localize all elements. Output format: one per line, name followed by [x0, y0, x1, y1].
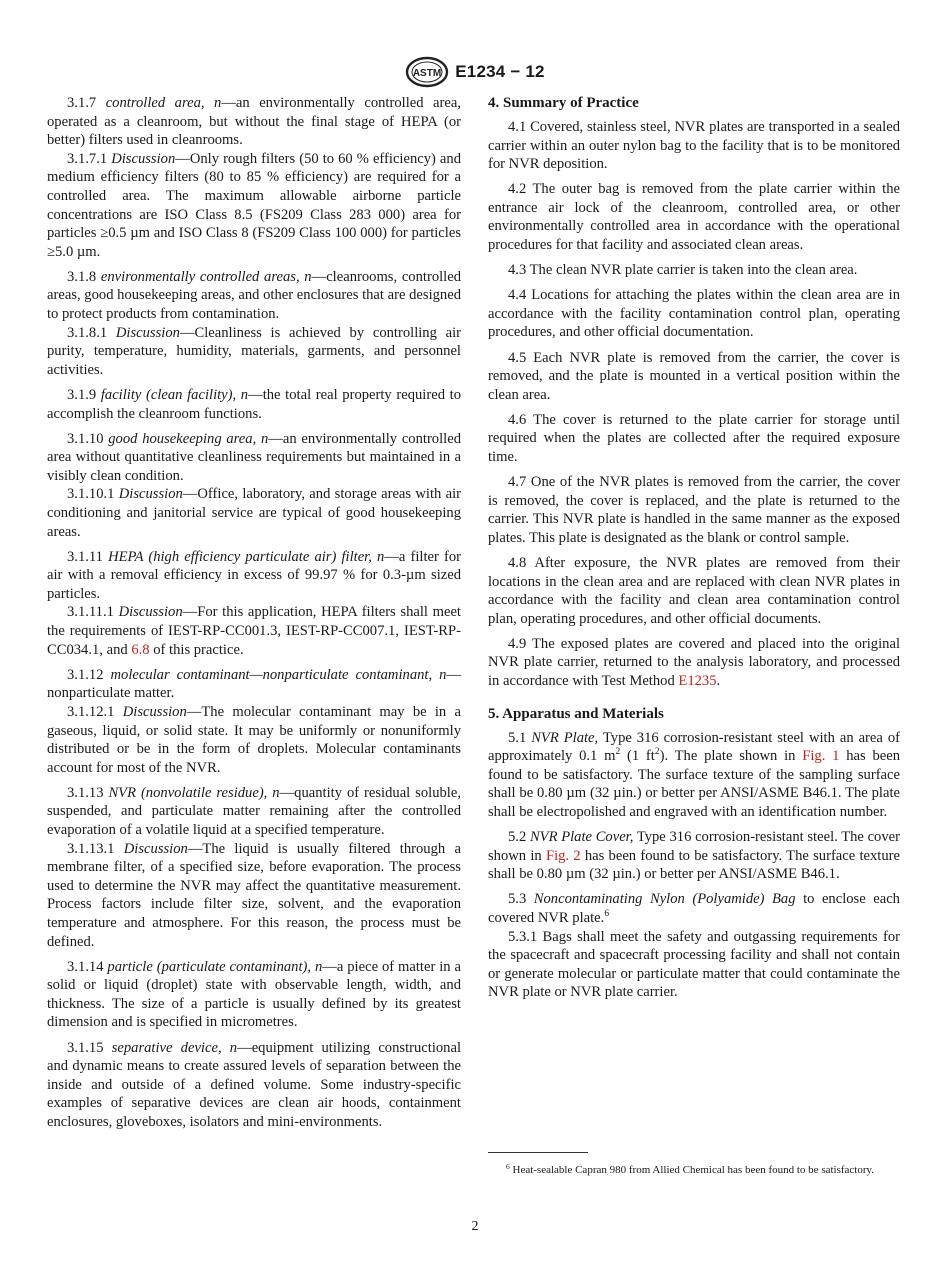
right-column: [488, 94, 900, 1002]
page-number: 2: [471, 1219, 479, 1234]
para-3-1-11-1: 3.1.11.1 Discussion—For this application, HEPA filters shall meet the requirements of IEST-RP-CC001.3, IEST-RP-CC007.1, IEST-RP-CC034.1, and 6.8 of this practice.: [47, 604, 461, 658]
footnote-ref-6[interactable]: 6: [604, 908, 610, 919]
para-3-1-7-1: 3.1.7.1 Discussion—Only rough filters (50 to 60 % efficiency) and medium efficiency filters (80 to 85 % efficiency) are required for a controlled area. The maximum allowable airborne particle concentrations are ISO Class 8.5 (FS209 Class 283 000) area for particles ≥0.5 µm and ISO Class 8 (FS209 Class 100 000) for particles ≥5.0 µm.: [47, 150, 462, 260]
para-4-2: 4.2 The outer bag is removed from the plate carrier within the entrance air lock of the cleanroom, controlled area, or other environmentally controlled area in accordance with the operational procedures for that facility and associated clean areas.: [488, 181, 900, 254]
para-3-1-10: 3.1.10 good housekeeping area, n—an environmentally controlled area without quantitative cleanliness requirements but maintained in a visibly clean condition.: [47, 430, 461, 484]
section-4-heading: 4. Summary of Practice: [488, 95, 639, 111]
para-3-1-14: 3.1.14 particle (particulate contaminant), n—a piece of matter in a solid or liquid (droplet) state with observable length, width, and thickness. The size of a particle is usually defined by its greatest dimension and is specified in micrometres.: [47, 958, 462, 1031]
e1235-link[interactable]: E1235: [678, 673, 717, 690]
para-4-8: 4.8 After exposure, the NVR plates are removed from their locations in the clean area and are replaced with clean NVR plates in accordance with the facility and clean area contamination control plan, operating procedures, and other official documents.: [488, 554, 900, 627]
footnote-6: $^6$ Heat-sealable Capran 980 from Allied Chemical has been found to be satisfactory.: [506, 1162, 875, 1176]
fig-1-link[interactable]: Fig. 1: [802, 748, 840, 765]
para-4-7: 4.7 One of the NVR plates is removed from the carrier, the cover is removed, the cover is replaced, and the plate is returned to the carrier. This NVR plate is handled in the same manner as the exposed plates. This plate is designated as the blank or control sample.: [488, 474, 900, 546]
para-4-6: 4.6 The cover is returned to the plate carrier for storage until required when the plates are collected after the required exposure time.: [488, 411, 900, 465]
para-5-1: 5.1 NVR Plate, Type 316 corrosion-resistant steel with an area of approximately 0.1 $m^2$ (1 $ft^2$). The plate shown in Fig. 1 has been found to be satisfactory. The surface texture of the sampling surface shall be 0.80 µm (32 µin.) or better per ANSI/ASME B46.1. The plate shall be electropolished and engraved with an identification number.: [488, 729, 901, 820]
para-3-1-9: 3.1.9 facility (clean facility), n—the total real property required to accomplish the cleanroom functions.: [47, 386, 461, 422]
para-3-1-7: 3.1.7 controlled area, n—an environmentally controlled area, operated as a cleanroom, but without the final stage of HEPA (or better) filters used in cleanrooms.: [47, 95, 461, 149]
para-5-3: 5.3 Noncontaminating Nylon (Polyamide) Bag to enclose each covered NVR plate.$^6$: [488, 891, 900, 926]
para-3-1-13: 3.1.13 NVR (nonvolatile residue), n—quantity of residual soluble, suspended, and particulate matter remaining after the controlled evaporation of a volatile liquid at a specified temperature.: [47, 784, 461, 838]
page-header: [0, 56, 950, 93]
para-5-2: 5.2 NVR Plate Cover, Type 316 corrosion-resistant steel. The cover shown in Fig. 2 has been found to be satisfactory. The surface texture shall be 0.80 µm (32 µin.) or better per ANSI/ASME B46.1.: [488, 829, 900, 883]
para-5-3-1: 5.3.1 Bags shall meet the safety and outgassing requirements for the spacecraft and spacecraft processing facility and shall not contain or generate molecular or particulate matter that could contaminate the NVR plate or NVR plate carrier.: [488, 928, 900, 1001]
para-3-1-12-1: 3.1.12.1 Discussion—The molecular contaminant may be in a gaseous, liquid, or solid state. It may be uniformly or nonuniformly distributed or be in the form of droplets. Molecular contaminants account for most of the NVR.: [47, 703, 461, 776]
section-6-8-link[interactable]: 6.8: [131, 641, 150, 658]
para-4-9: 4.9 The exposed plates are covered and placed into the original NVR plate carrier, returned to the analysis laboratory, and processed in accordance with Test Method E1235.: [488, 635, 900, 690]
para-3-1-13-1: 3.1.13.1 Discussion—The liquid is usually filtered through a membrane filter, of a specified size, before evaporation. The process used to determine the NVR may affect the quantitative measurement. Process factors include filter size, solvent, and the evaporation temperature and atmosphere. For this reason, the process must be defined.: [47, 840, 462, 950]
para-4-3: 4.3 The clean NVR plate carrier is taken into the clean area.: [508, 262, 858, 279]
svg-text:ASTM: ASTM: [413, 68, 442, 79]
fig-2-link[interactable]: Fig. 2: [545, 847, 581, 864]
para-3-1-15: 3.1.15 separative device, n—equipment utilizing constructional and dynamic means to create assured levels of separation between the inside and outside of a defined volume. Some industry-specific examples of separative devices are clean air hoods, containment enclosures, gloveboxes, isolators and mini-environments.: [47, 1039, 462, 1130]
left-column: [47, 94, 461, 1131]
para-3-1-11: 3.1.11 HEPA (high efficiency particulate air) filter, n—a filter for air with a removal efficiency in excess of 99.97 % for 0.3-µm sized particles.: [47, 548, 462, 602]
document-designation: E1234 − 12: [455, 62, 545, 81]
para-4-5: 4.5 Each NVR plate is removed from the carrier, the cover is removed, and the plate is mounted in a vertical position within the clean area.: [488, 349, 900, 403]
astm-logo-icon: [405, 56, 449, 88]
para-4-1: 4.1 Covered, stainless steel, NVR plates are transported in a sealed carrier within an outer nylon bag to the facility that is to be monitored for NVR deposition.: [488, 119, 900, 173]
para-4-4: 4.4 Locations for attaching the plates within the clean area are in accordance with the facility contamination control plan, operating procedures, and other official documentation.: [488, 287, 900, 341]
footnote-divider: [488, 1152, 588, 1153]
para-3-1-8-1: 3.1.8.1 Discussion—Cleanliness is achieved by controlling air purity, temperature, humidity, materials, garments, and personnel activities.: [47, 324, 462, 378]
section-5-heading: 5. Apparatus and Materials: [488, 705, 664, 722]
para-3-1-12: 3.1.12 molecular contaminant—nonparticulate contaminant, n—nonparticulate matter.: [47, 666, 461, 702]
para-3-1-8: 3.1.8 environmentally controlled areas, n—cleanrooms, controlled areas, good housekeeping areas, and other enclosures that are designed to protect products from contamination.: [47, 268, 461, 323]
para-3-1-10-1: 3.1.10.1 Discussion—Office, laboratory, and storage areas with air conditioning and janitorial service are typical of good housekeeping areas.: [47, 486, 461, 540]
